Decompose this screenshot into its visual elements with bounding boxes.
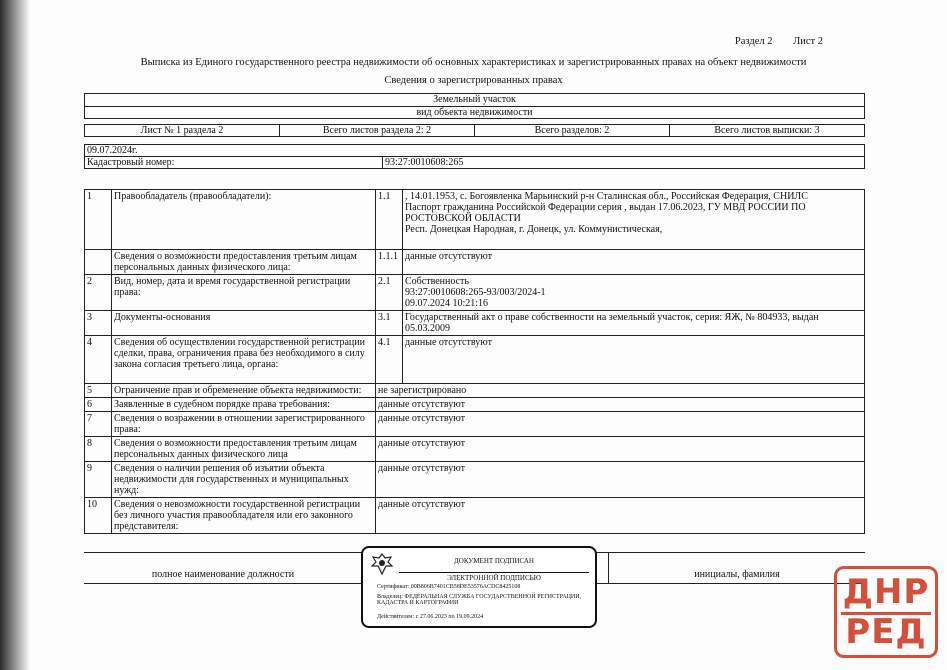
row-label: Сведения об осуществлении государственной регистрации сделки, права, ограничения права без необходимого в силу закона согласия третьего лица, органа: [112,336,376,384]
row-label: Ограничение прав и обременение объекта недвижимости: [112,384,376,398]
object-name: Земельный участок [85,94,864,107]
table-row [85,384,865,398]
row-label: Сведения о возможности предоставления третьим лицам персональных данных физического лица: [112,250,376,275]
row-value: , 14.01.1953, с. Богоявленка Марьинский р-н Сталинская обл., Российская Федерация, СНИЛС Паспорт гражданина Российской Федерации серия , выдан 17.06.2023, ГУ МВД РОССИИ ПО РОСТОВСКОЙ ОБЛАСТИ Респ. Донецкая Народная, г. Донецк, ул. Коммунистическая, [403,190,865,250]
document-subtitle: Сведения о зарегистрированных правах [384,75,563,86]
row-label: Правообладатель (правообладатели): [112,190,376,250]
row-label: Сведения о возражении в отношении зарегистрированного права: [112,412,376,437]
table-row [85,412,865,437]
row-number: 9 [85,462,112,498]
row-value: данные отсутствуют [376,498,865,534]
table-row [85,190,865,250]
sheets-info-row [84,124,865,137]
row-label: Заявленные в судебном порядке права требования: [112,398,376,412]
electronic-signature-stamp [361,546,597,628]
row-label: Вид, номер, дата и время государственной регистрации права: [112,275,376,311]
row-number [85,250,112,275]
row-number: 6 [85,398,112,412]
row-number: 7 [85,412,112,437]
object-label: вид объекта недвижимости [416,107,533,118]
table-row [85,250,865,275]
dnr-red-logo [834,566,938,658]
table-row [85,311,865,336]
row-code: 1.1 [376,190,403,250]
row-value: Собственность 93:27:0010608:265-93/003/2024-1 09.07.2024 10:21:16 [403,275,865,311]
row-value: данные отсутствуют [376,437,865,462]
row-code: 4.1 [376,336,403,384]
stamp-line2: ЭЛЕКТРОННОЙ ПОДПИСЬЮ [399,572,589,582]
row-code: 2.1 [376,275,403,311]
scan-shadow [0,0,30,670]
stamp-certificate: Сертификат: 00B806B7401CB58DE53576ACDC8425108 [377,584,521,590]
row-number: 1 [85,190,112,250]
position-label: полное наименование должности [151,569,295,580]
row-label: Документы-основания [112,311,376,336]
stamp-owner: Владелец: ФЕДЕРАЛЬНАЯ СЛУЖБА ГОСУДАРСТВЕННОЙ РЕГИСТРАЦИИ, КАДАСТРА И КАРТОГРАФИИ [377,594,582,606]
row-value: данные отсутствуют [376,462,865,498]
table-row [85,437,865,462]
table-row [85,336,865,384]
sheet-number: Лист № 1 раздела 2 [85,125,280,136]
row-value: не зарегистрировано [376,384,865,398]
name-label: инициалы, фамилия [694,569,780,580]
stamp-validity: Действителен: с 27.06.2023 по 19.09.2024 [377,614,484,620]
row-label: Сведения о возможности предоставления третьим лицам персональных данных физического лица [112,437,376,462]
total-sheets: Всего листов выписки: 3 [714,125,820,136]
row-number: 4 [85,336,112,384]
object-type-box [84,93,865,119]
row-label: Сведения о наличии решения об изъятии объекта недвижимости для государственных и муниципальных нужд: [112,462,376,498]
row-value: данные отсутствуют [403,336,865,384]
row-value: данные отсутствуют [376,412,865,437]
row-label: Сведения о невозможности государственной регистрации без личного участия правообладателя или его законного представителя: [112,498,376,534]
cadastral-row [84,156,865,169]
row-value: данные отсутствуют [376,398,865,412]
rights-table [84,189,865,534]
extract-date: 09.07.2024г. [84,144,865,157]
table-row [85,275,865,311]
row-number: 10 [85,498,112,534]
document-title: Выписка из Единого государственного реестра недвижимости об основных характеристиках и зарегистрированных правах на объект недвижимости [140,57,807,68]
table-row [85,398,865,412]
row-number: 3 [85,311,112,336]
cadastral-number: 93:27:0010608:265 [385,157,464,168]
logo-line2: РЕД [845,612,927,652]
row-code: 3.1 [376,311,403,336]
sheets-in-section: Всего листов раздела 2: 2 [280,125,475,136]
section-label: Раздел 2 [734,36,773,47]
logo-line1: ДНР [842,572,930,612]
sheet-label: Лист 2 [793,36,823,47]
emblem-icon [369,552,395,576]
row-number: 5 [85,384,112,398]
total-sections: Всего разделов: 2 [475,125,670,136]
row-number: 2 [85,275,112,311]
cadastral-label: Кадастровый номер: [85,157,383,168]
table-row [85,498,865,534]
table-row [85,462,865,498]
page-header [717,36,823,47]
stamp-line1: ДОКУМЕНТ ПОДПИСАН [454,557,534,565]
row-number: 8 [85,437,112,462]
row-value: данные отсутствуют [403,250,865,275]
row-value: Государственный акт о праве собственности на земельный участок, серия: ЯЖ, № 804933, выдан 05.03.2009 [403,311,865,336]
row-code: 1.1.1 [376,250,403,275]
